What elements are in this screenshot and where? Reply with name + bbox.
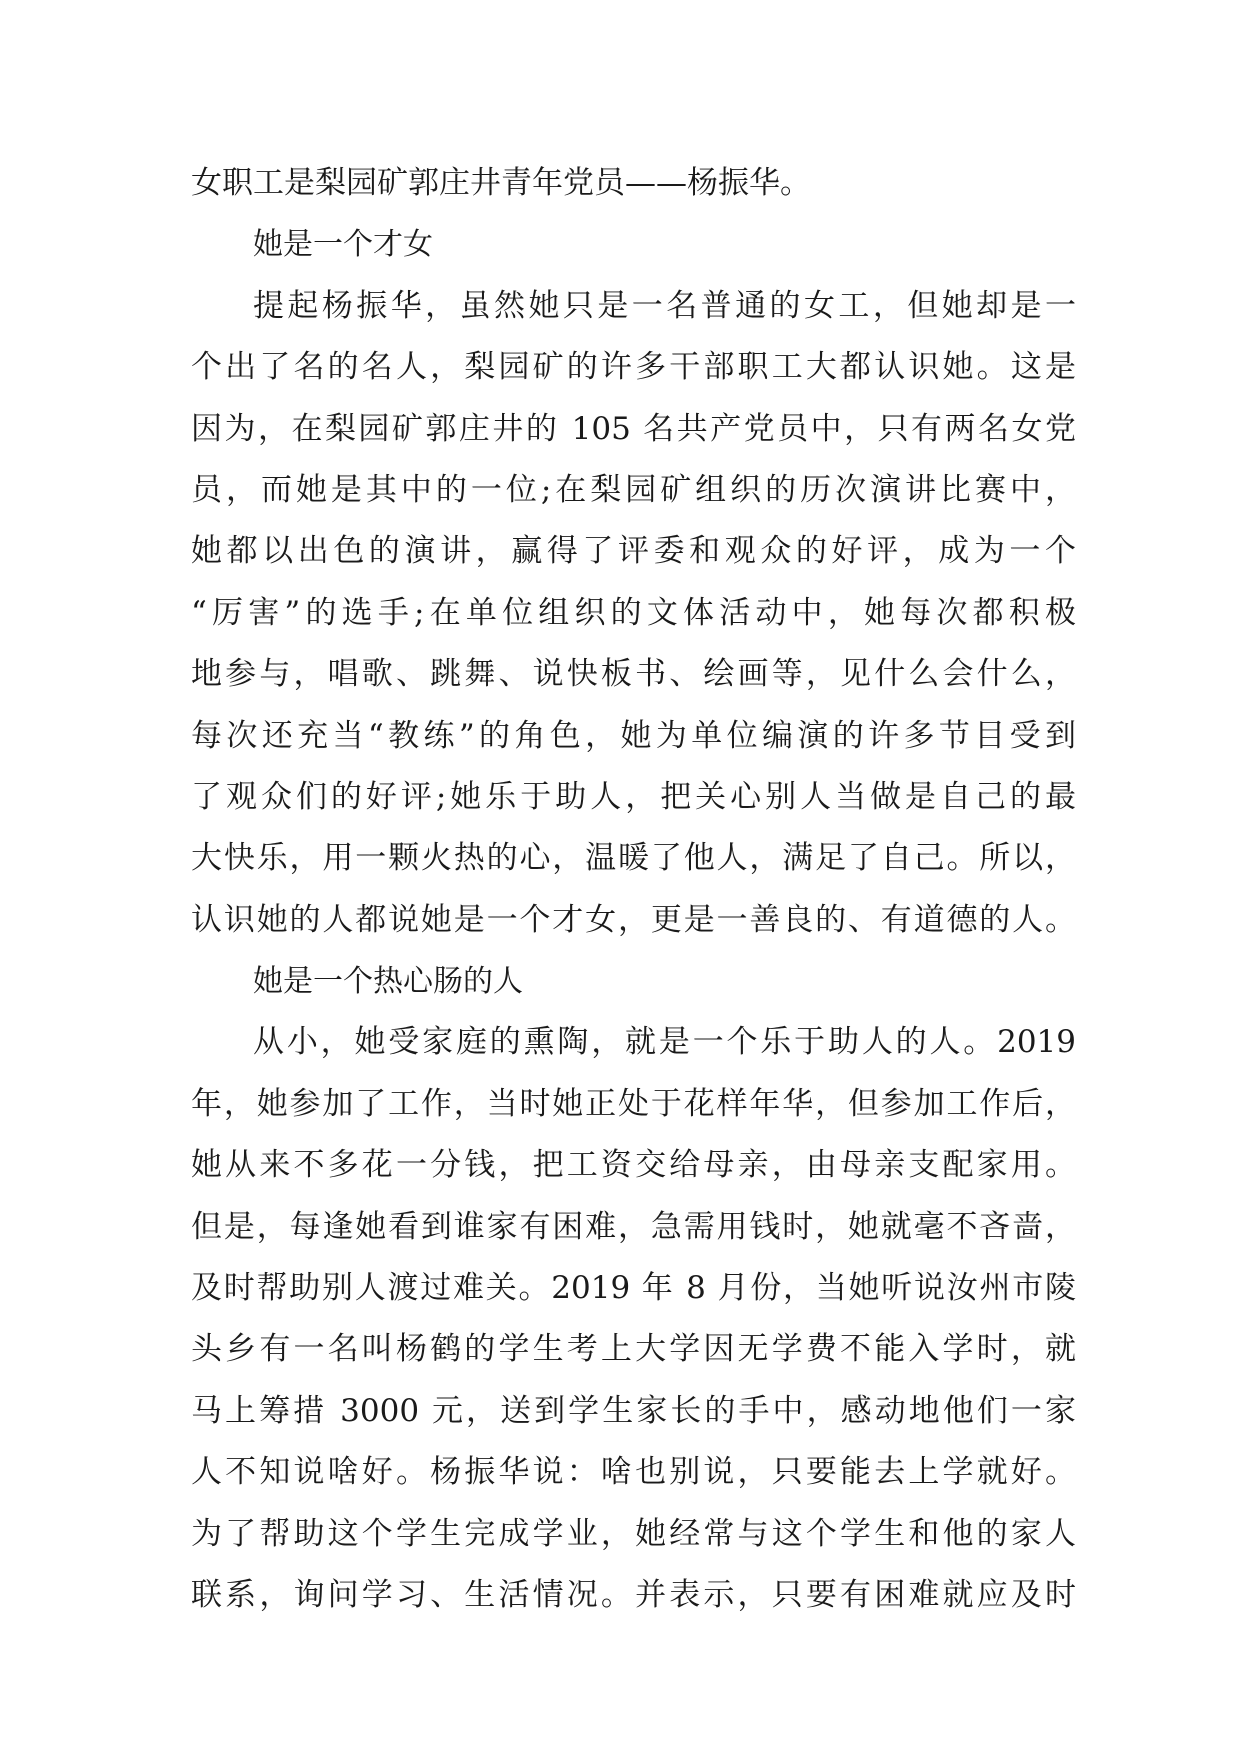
paragraph-line: 个出了名的名人，梨园矿的许多干部职工大都认识她。这是 [191, 349, 1076, 386]
paragraph-line: 及时帮助别人渡过难关。2019 年 8 月份，当她听说汝州市陵 [191, 1270, 1076, 1307]
paragraph-line: 了观众们的好评;她乐于助人，把关心别人当做是自己的最 [191, 778, 1076, 815]
article-body [191, 153, 1076, 1626]
section-heading: 她是一个才女 [253, 227, 433, 263]
paragraph-line: 提起杨振华，虽然她只是一名普通的女工，但她却是一 [253, 287, 1076, 324]
paragraph-line: 员，而她是其中的一位;在梨园矿组织的历次演讲比赛中， [191, 471, 1076, 508]
paragraph-line: 大快乐，用一颗火热的心，温暖了他人，满足了自己。所以， [191, 840, 1076, 877]
paragraph-line: 联系，询问学习、生活情况。并表示，只要有困难就应及时 [191, 1576, 1076, 1613]
section-heading: 她是一个热心肠的人 [253, 964, 523, 1000]
paragraph-line: 年，她参加了工作，当时她正处于花样年华，但参加工作后， [191, 1085, 1076, 1122]
paragraph-line: 马上筹措 3000 元，送到学生家长的手中，感动地他们一家 [191, 1392, 1076, 1429]
paragraph-line: 但是，每逢她看到谁家有困难，急需用钱时，她就毫不吝啬， [191, 1208, 1076, 1245]
paragraph-line: 人不知说啥好。杨振华说：啥也别说，只要能去上学就好。 [191, 1454, 1076, 1491]
paragraph-line: 女职工是梨园矿郭庄井青年党员——杨振华。 [191, 165, 811, 201]
paragraph-line: “厉害”的选手;在单位组织的文体活动中，她每次都积极 [191, 594, 1076, 631]
paragraph-line: 每次还充当“教练”的角色，她为单位编演的许多节目受到 [191, 717, 1076, 754]
paragraph-line: 她都以出色的演讲，赢得了评委和观众的好评，成为一个 [191, 533, 1076, 570]
paragraph-line: 认识她的人都说她是一个才女，更是一善良的、有道德的人。 [191, 901, 1076, 938]
paragraph-line: 她从来不多花一分钱，把工资交给母亲，由母亲支配家用。 [191, 1147, 1076, 1184]
paragraph-line: 地参与，唱歌、跳舞、说快板书、绘画等，见什么会什么， [191, 656, 1076, 693]
paragraph-line: 头乡有一名叫杨鹤的学生考上大学因无学费不能入学时，就 [191, 1331, 1076, 1368]
paragraph-line: 为了帮助这个学生完成学业，她经常与这个学生和他的家人 [191, 1515, 1076, 1552]
paragraph-line: 因为，在梨园矿郭庄井的 105 名共产党员中，只有两名女党 [191, 410, 1076, 447]
paragraph-line: 从小，她受家庭的熏陶，就是一个乐于助人的人。2019 [253, 1024, 1076, 1061]
